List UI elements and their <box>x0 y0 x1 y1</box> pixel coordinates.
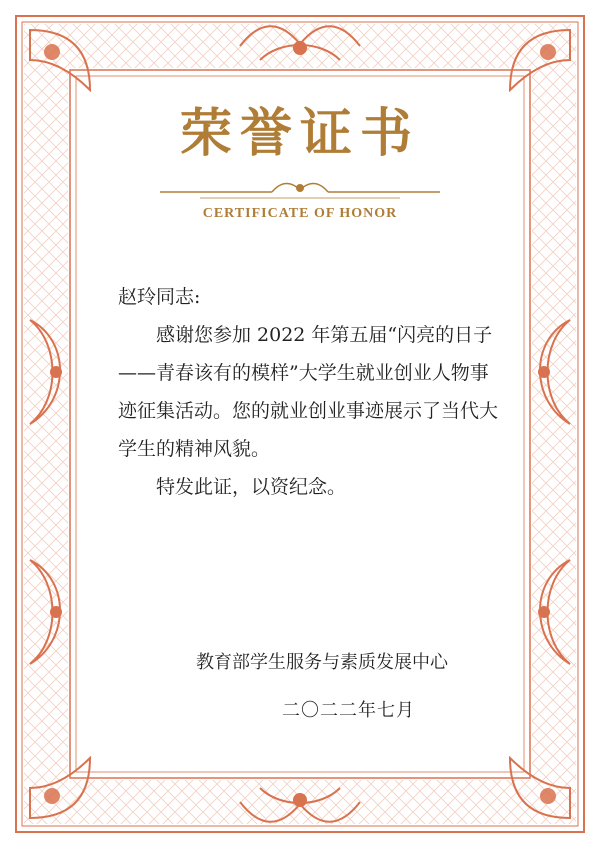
closing-line: 特发此证，以资纪念。 <box>156 476 347 498</box>
certificate-body <box>118 278 498 506</box>
certificate-title: 荣誉证书 <box>179 103 420 164</box>
issuer-name: 教育部学生服务与素质发展中心 <box>196 652 448 673</box>
body-paragraph: 感谢您参加 2022 年第五届“闪亮的日子——青春该有的模样”大学生就业创业人物事迹征集活动。您的就业创业事迹展示了当代大学生的精神风貌。 <box>118 324 499 460</box>
issue-date: 二〇二二年七月 <box>282 700 415 721</box>
salutation: 赵玲同志: <box>118 286 201 308</box>
certificate-subtitle: CERTIFICATE OF HONOR <box>202 206 398 221</box>
